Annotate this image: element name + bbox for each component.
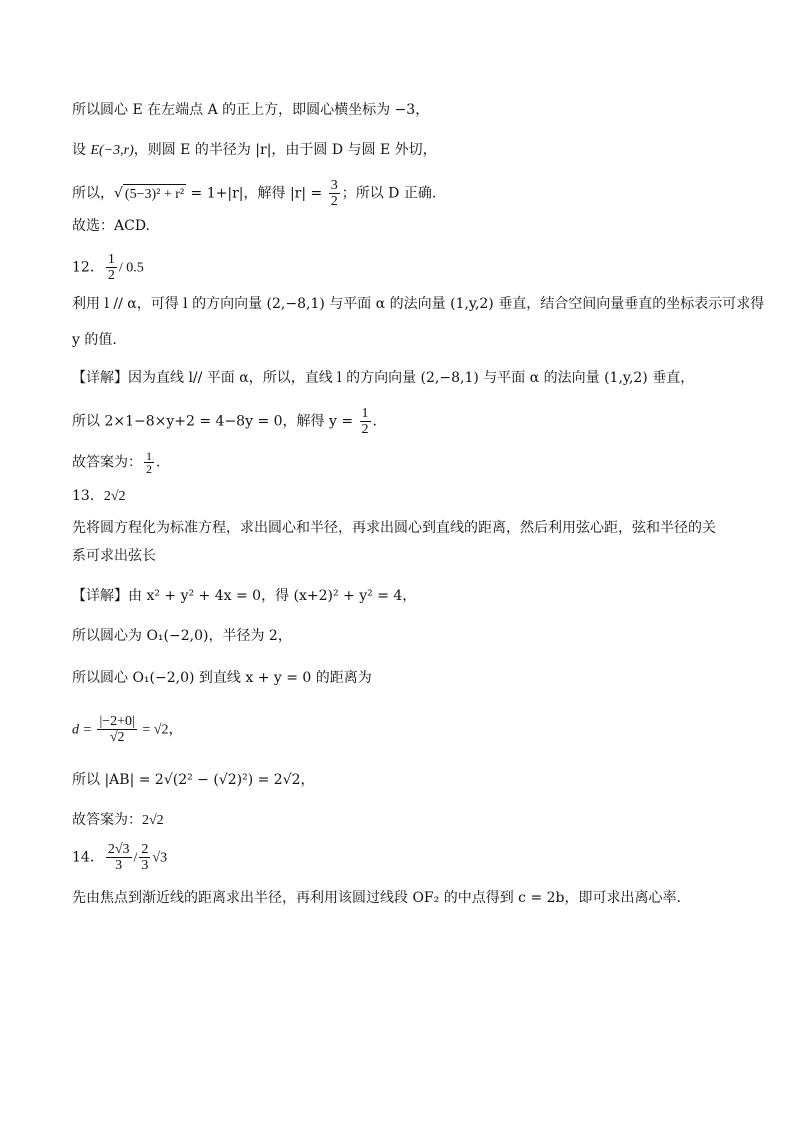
distance-fraction (97, 714, 136, 745)
frac-numerator: 3 (330, 178, 338, 193)
text-line-9 (72, 406, 377, 437)
text-line-12: 先将圆方程化为标准方程，求出圆心和半径，再求出圆心到直线的距离，然后利用弦心距，弦和半径的关 (72, 520, 716, 536)
line2-prefix: 设 (72, 142, 91, 158)
text-line-6: 利用 l // α，可得 l 的方向向量 (2,−8,1) 与平面 α 的法向量 (1,y,2) 垂直，结合空间向量垂直的坐标表示可求得 (72, 296, 765, 312)
fraction-2-3 (139, 842, 150, 873)
answer-separator: / (133, 850, 138, 866)
line2-math: E(−3,r) (90, 143, 134, 158)
frac-numerator: 2√3 (107, 842, 130, 857)
text-line-3 (72, 178, 436, 209)
question-13-answer (72, 486, 126, 507)
line17-prefix: d = (72, 722, 96, 738)
frac-numerator: 1 (146, 449, 152, 463)
text-line-8: 【详解】因为直线 l// 平面 α，所以，直线 l 的方向向量 (2,−8,1) 与平面 α 的法向量 (1,y,2) 垂直， (72, 370, 695, 386)
text-line-2 (72, 140, 437, 161)
line3-suffix: ；所以 D 正确. (341, 185, 437, 202)
frac-denominator: √2 (109, 730, 125, 745)
fraction-1-2 (106, 252, 117, 283)
text-line-1: 所以圆心 E 在左端点 A 的正上方，即圆心横坐标为 −3， (72, 102, 430, 118)
line17-suffix: = √2， (138, 722, 183, 738)
fraction-2sqrt3-3 (106, 842, 132, 873)
frac-denominator: 3 (115, 858, 123, 873)
text-line-14: 【详解】由 x² + y² + 4x = 0，得 (x+2)² + y² = 4， (72, 588, 417, 604)
frac-denominator: 3 (141, 858, 149, 873)
frac-numerator: 2 (141, 842, 149, 857)
line10-suffix: . (156, 454, 161, 471)
frac-numerator: 1 (107, 252, 115, 267)
line3-prefix: 所以， (72, 185, 114, 202)
question-number: 14． (72, 849, 104, 866)
question-12-answer (72, 252, 144, 283)
line9-prefix: 所以 2×1−8×y+2 = 4−8y = 0，解得 y = (72, 413, 358, 430)
question-number: 12． (72, 259, 104, 276)
answer-value: 2√2 (103, 489, 126, 504)
frac-denominator: 2 (107, 268, 115, 283)
line3-radicand: (5−3)² + r² (123, 184, 186, 205)
text-line-19 (72, 810, 164, 831)
text-line-17 (72, 714, 182, 745)
frac-numerator: |−2+0| (99, 714, 135, 729)
text-line-13: 系可求出弦长 (72, 548, 156, 564)
answer-sqrt3: √3 (152, 850, 168, 866)
line9-suffix: . (372, 413, 377, 430)
question-number: 13． (72, 488, 104, 504)
question-14-answer (72, 842, 167, 873)
answer-alt: / 0.5 (118, 260, 144, 276)
line2-suffix: ，则圆 E 的半径为 |r|，由于圆 D 与圆 E 外切， (133, 142, 437, 158)
text-line-7: y 的值. (72, 332, 117, 348)
sqrt-symbol: √ (114, 185, 123, 202)
text-line-21: 先由焦点到渐近线的距离求出半径，再利用该圆过线段 OF₂ 的中点得到 c = 2b，即可求出离心率. (72, 890, 681, 906)
fraction-1-2 (360, 406, 371, 437)
text-line-10 (72, 450, 160, 475)
text-line-16: 所以圆心 O₁(−2,0) 到直线 x + y = 0 的距离为 (72, 670, 372, 686)
answer-value: 2√2 (142, 813, 164, 828)
fraction-3-2 (329, 178, 340, 209)
line19-prefix: 故答案为： (72, 812, 142, 828)
frac-denominator: 2 (361, 422, 369, 437)
frac-numerator: 1 (361, 406, 369, 421)
frac-denominator: 2 (146, 462, 152, 476)
fraction-1-2 (144, 450, 154, 475)
frac-denominator: 2 (330, 194, 338, 209)
line10-prefix: 故答案为： (72, 454, 142, 471)
line3-middle: = 1+|r|，解得 |r| = (186, 185, 327, 202)
text-line-15: 所以圆心为 O₁(−2,0)，半径为 2， (72, 628, 292, 644)
text-line-4: 故选：ACD. (72, 218, 150, 234)
text-line-18: 所以 |AB| = 2√(2² − (√2)²) = 2√2， (72, 772, 315, 788)
